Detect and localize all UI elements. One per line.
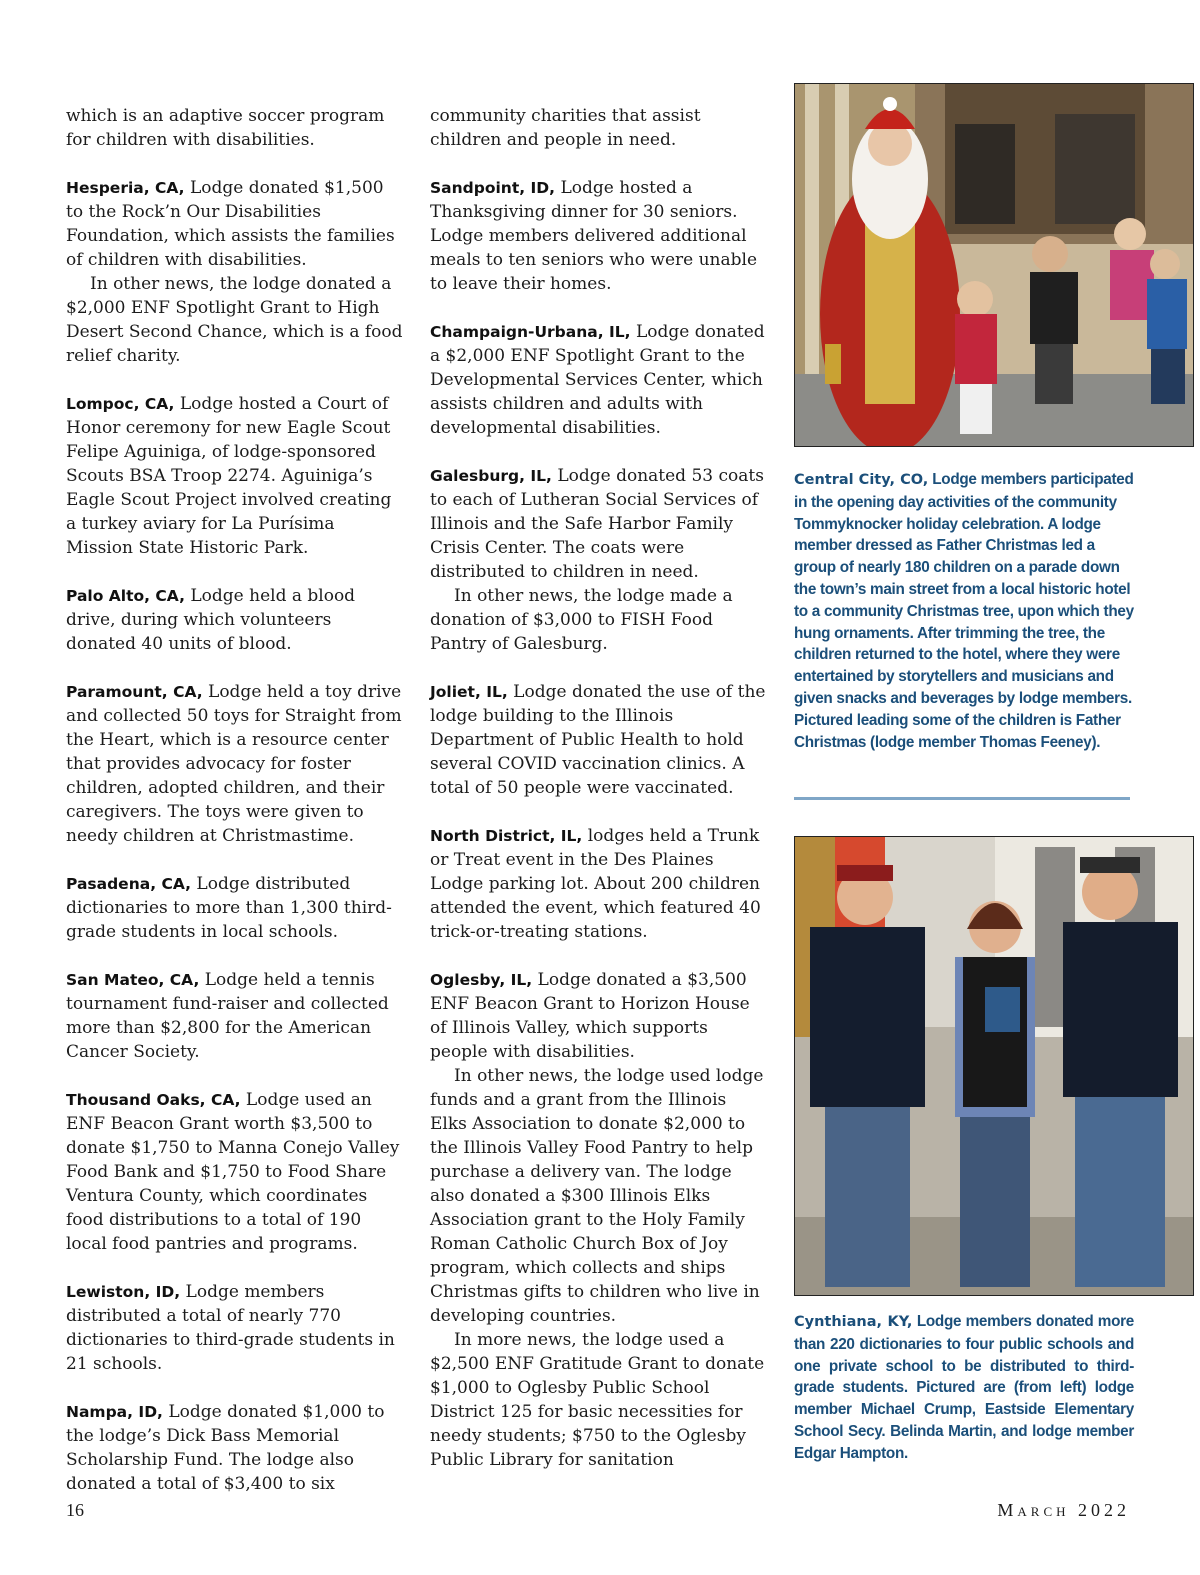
lodge-entry-more: In other news, the lodge made a donation of $3,000 to FISH Food Pantry of Galesburg.: [430, 586, 733, 654]
lodge-entry-text: Lodge donated 53 coats to each of Lutheran Social Services of Illinois and the Safe Harbor Family Crisis Center. The coats were distributed to children in need.: [430, 466, 764, 582]
lodge-entry-san-mateo: [66, 968, 406, 1064]
lodge-entry-champaign-urbana: [430, 320, 768, 440]
lodge-entry-text: Lodge donated a $3,500 ENF Beacon Grant to Horizon House of Illinois Valley, which supports people with disabilities.: [430, 970, 750, 1062]
lodge-location: San Mateo, CA,: [66, 971, 200, 989]
lodge-entry-text: Lodge donated $1,500 to the Rock’n Our Disabilities Foundation, which assists the families of children with disabilities.: [66, 178, 395, 270]
lodge-entry-oglesby: [430, 968, 768, 1472]
lodge-location: Sandpoint, ID,: [430, 179, 556, 197]
lodge-entry-text: lodges held a Trunk or Treat event in the Des Plaines Lodge parking lot. About 200 children attended the event, which featured 40 trick-or-treating stations.: [430, 826, 761, 942]
lodge-entry-text: Lodge distributed dictionaries to more than 1,300 third-grade students in local schools.: [66, 874, 392, 942]
lodge-entry-north-district: [430, 824, 768, 944]
article-column-2: [430, 104, 768, 1496]
lodge-entry-text: Lodge members distributed a total of nearly 770 dictionaries to third-grade students in 21 schools.: [66, 1282, 395, 1374]
caption-location: Cynthiana, KY,: [794, 1314, 913, 1330]
issue-date: March 2022: [997, 1500, 1130, 1520]
lodge-entry-galesburg: [430, 464, 768, 656]
photo-illustration: [795, 84, 1193, 446]
lodge-location: Nampa, ID,: [66, 1403, 163, 1421]
lodge-location: Oglesby, IL,: [430, 971, 533, 989]
lodge-entry-lompoc: [66, 392, 406, 560]
caption-text: Lodge members donated more than 220 dictionaries to four public schools and one private school to be distributed to third-grade students. Pictured are (from left) lodge member Michael Crump, Eastside Elementary School Secy. Belinda Martin, and lodge member Edgar Hampton.: [794, 1313, 1134, 1462]
lodge-location: Thousand Oaks, CA,: [66, 1091, 241, 1109]
lodge-entry-more: In more news, the lodge used a $2,500 ENF Gratitude Grant to donate $1,000 to Oglesby Public School District 125 for basic necessities for needy students; $750 to the Oglesby Public Library for sanitation: [430, 1330, 765, 1470]
lodge-entry-more: In other news, the lodge used lodge funds and a grant from the Illinois Elks Association to donate $2,000 to the Illinois Valley Food Pantry to help purchase a delivery van. The lodge also donated a $300 Illinois Elks Association grant to the Holy Family Roman Catholic Church Box of Joy program, which collects and ships Christmas gifts to children who live in developing countries.: [430, 1066, 764, 1326]
lodge-entry-hesperia: [66, 176, 406, 368]
lodge-entry-pasadena: [66, 872, 406, 944]
lodge-location: North District, IL,: [430, 827, 583, 845]
lodge-entry-text: Lodge donated the use of the lodge building to the Illinois Department of Public Health to hold several COVID vaccination clinics. A total of 50 people were vaccinated.: [430, 682, 766, 798]
lodge-location: Lewiston, ID,: [66, 1283, 181, 1301]
photo-dictionary-donation: [794, 836, 1194, 1296]
photo-caption: [794, 1311, 1134, 1465]
lodge-entry-nampa: [66, 1400, 406, 1496]
lodge-entry-text: Lodge held a blood drive, during which volunteers donated 40 units of blood.: [66, 586, 356, 654]
lodge-entry-text: Lodge hosted a Thanksgiving dinner for 30 seniors. Lodge members delivered additional meals to ten seniors who were unable to leave their homes.: [430, 178, 758, 294]
photo-father-christmas-parade: [794, 83, 1194, 447]
lodge-entry-palo-alto: [66, 584, 406, 656]
column-intro: which is an adaptive soccer program for children with disabilities.: [66, 106, 385, 150]
lodge-location: Joliet, IL,: [430, 683, 508, 701]
section-divider: [794, 797, 1130, 800]
lodge-entry-paramount: [66, 680, 406, 848]
lodge-entry-text: Lodge held a tennis tournament fund-raiser and collected more than $2,800 for the American Cancer Society.: [66, 970, 389, 1062]
lodge-entry-sandpoint: [430, 176, 768, 296]
lodge-entry-joliet: [430, 680, 768, 800]
caption-location: Central City, CO,: [794, 472, 929, 488]
lodge-location: Galesburg, IL,: [430, 467, 552, 485]
photo-caption: [794, 469, 1134, 753]
lodge-entry-text: Lodge donated a $2,000 ENF Spotlight Grant to the Developmental Services Center, which assists children and adults with developmental disabilities.: [430, 322, 765, 438]
photo-illustration: [795, 837, 1193, 1295]
lodge-location: Pasadena, CA,: [66, 875, 192, 893]
lodge-location: Champaign-Urbana, IL,: [430, 323, 631, 341]
lodge-entry-text: Lodge used an ENF Beacon Grant worth $3,500 to donate $1,750 to Manna Conejo Valley Food Bank and $1,750 to Food Share Ventura County, which coordinates food distributions to a total of 190 local food pantries and programs.: [66, 1090, 400, 1254]
lodge-entry-text: Lodge donated $1,000 to the lodge’s Dick Bass Memorial Scholarship Fund. The lodge also donated a total of $3,400 to six: [66, 1402, 385, 1494]
lodge-location: Hesperia, CA,: [66, 179, 185, 197]
lodge-location: Paramount, CA,: [66, 683, 203, 701]
lodge-entry-text: Lodge held a toy drive and collected 50 toys for Straight from the Heart, which is a resource center that provides advocacy for foster children, adopted children, and their caregivers. The toys were given to needy children at Christmastime.: [66, 682, 402, 846]
lodge-entry-thousand-oaks: [66, 1088, 406, 1256]
lodge-entry-text: Lodge hosted a Court of Honor ceremony for new Eagle Scout Felipe Aguiniga, of lodge-sponsored Scouts BSA Troop 2274. Aguiniga’s Eagle Scout Project involved creating a turkey aviary for La Purísima Mission State Historic Park.: [66, 394, 392, 558]
lodge-entry-lewiston: [66, 1280, 406, 1376]
lodge-entry-more: In other news, the lodge donated a $2,000 ENF Spotlight Grant to High Desert Second Chance, which is a food relief charity.: [66, 274, 403, 366]
lodge-location: Palo Alto, CA,: [66, 587, 185, 605]
caption-text: Lodge members participated in the opening day activities of the community Tommyknocker holiday celebration. A lodge member dressed as Father Christmas led a group of nearly 180 children on a parade down the town’s main street from a local historic hotel to a community Christmas tree, upon which they hung ornaments. After trimming the tree, the children returned to the hotel, where they were entertained by storytellers and musicians and given snacks and beverages by lodge members. Pictured leading some of the children is Father Christmas (lodge member Thomas Feeney).: [794, 471, 1134, 751]
page-number: 16: [66, 1500, 84, 1520]
column-intro: community charities that assist children and people in need.: [430, 106, 701, 150]
article-column-1: [66, 104, 406, 1520]
lodge-location: Lompoc, CA,: [66, 395, 175, 413]
